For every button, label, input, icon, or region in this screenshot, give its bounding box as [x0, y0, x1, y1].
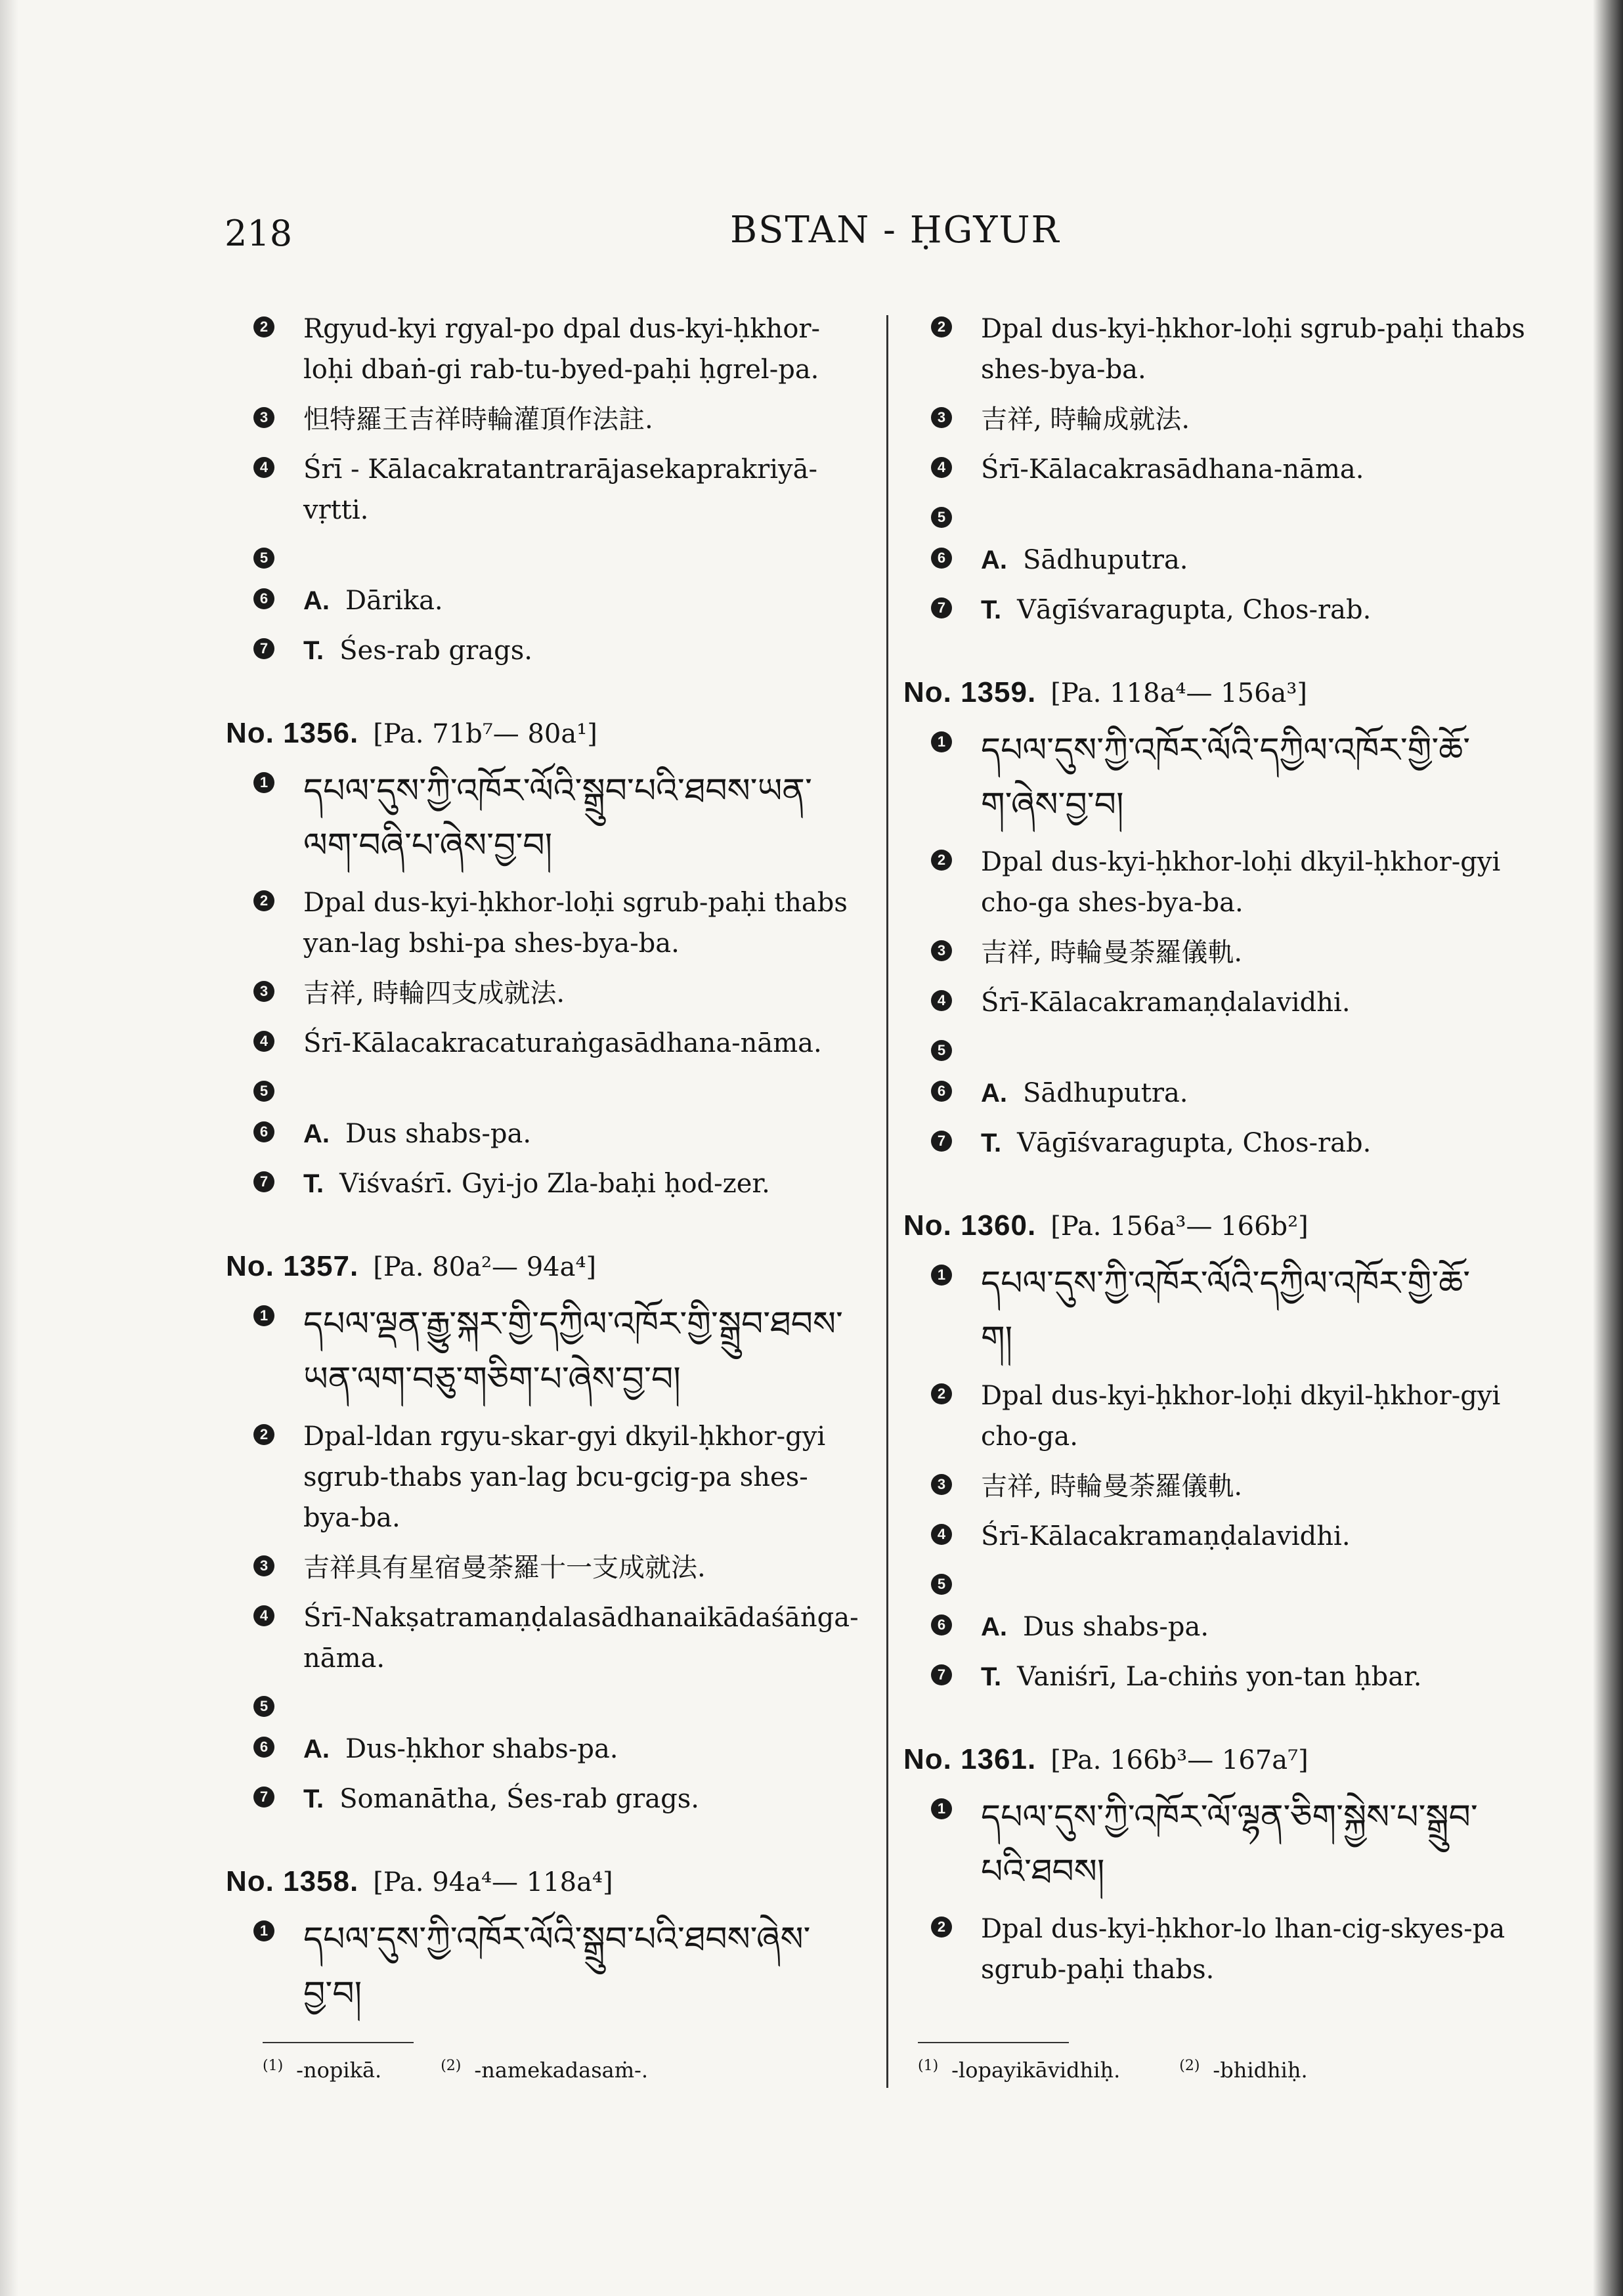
- author-name: Dus shabs-pa.: [1023, 1611, 1209, 1642]
- running-head: [0, 209, 1623, 268]
- tibetan-title: [303, 764, 812, 873]
- author-label: A.: [303, 1734, 330, 1764]
- chinese-title: 怛特羅王吉祥時輪灌頂作法註.: [303, 404, 653, 435]
- text-line: cho-ga.: [981, 1421, 1078, 1452]
- translator-name: Viśvaśrī. Gyi-jo Zla-baḥi ḥod-zer.: [339, 1169, 770, 1200]
- text-line: བྱ་བ།: [303, 1974, 362, 2014]
- header-title: BSTAN - ḤGYUR: [730, 209, 1060, 251]
- marker-1-icon: 1: [931, 1265, 952, 1286]
- text-line: Dpal dus-kyi-ḥkhor-loḥi sgrub-paḥi thabs: [981, 314, 1525, 344]
- entry-1356: [223, 717, 873, 1204]
- entry-header: [226, 1865, 873, 1898]
- marker-3-icon: 3: [931, 1474, 952, 1495]
- text-line: ག།: [981, 1318, 1013, 1358]
- footnote-rule: [918, 2042, 1069, 2043]
- entry-number: No. 1357.: [226, 1250, 359, 1283]
- author: [981, 540, 1188, 580]
- marker-6-icon: 6: [253, 1737, 274, 1758]
- field-7: [901, 590, 1551, 630]
- marker-7-icon: 7: [931, 597, 952, 618]
- field-3: [223, 973, 873, 1014]
- sanskrit-title: [303, 449, 817, 531]
- text-line: ག་ཞེས་བྱ་བ།: [981, 785, 1124, 825]
- entry-number: No. 1356.: [226, 717, 359, 749]
- sanskrit-title: Śrī-Kālacakramaṇḍalavidhi.: [981, 987, 1351, 1018]
- marker-1-icon: 1: [931, 1798, 952, 1819]
- marker-3-icon: 3: [931, 940, 952, 961]
- text-line: དཔལ་དུས་ཀྱི་འཁོར་ལོ་ལྷན་ཅིག་སྐྱེས་པ་སྒྲུབ་: [981, 1797, 1478, 1837]
- text-line: vṛtti.: [303, 495, 369, 525]
- author-name: Dus shabs-pa.: [345, 1119, 532, 1150]
- field-2: [901, 842, 1551, 923]
- chinese-title: 吉祥, 時輪曼荼羅儀軌.: [981, 1471, 1243, 1502]
- field-3: [901, 1466, 1551, 1507]
- field-3: [901, 399, 1551, 440]
- entry-reference: [Pa. 80a²— 94a⁴]: [373, 1252, 597, 1283]
- text-line: Dpal dus-kyi-ḥkhor-loḥi dkyil-ḥkhor-gyi: [981, 847, 1501, 878]
- field-2: [223, 1416, 873, 1538]
- text-line: Rgyud-kyi rgyal-po dpal dus-kyi-ḥkhor-: [303, 314, 821, 344]
- field-4: [901, 1516, 1551, 1557]
- translator-name: Vaniśrī, La-chiṅs yon-tan ḥbar.: [1017, 1661, 1422, 1692]
- footnote-number: (2): [1179, 2058, 1200, 2074]
- sanskrit-title: [303, 1597, 859, 1679]
- transliteration: [303, 882, 848, 964]
- field-6: [901, 540, 1551, 580]
- footnote-row: [918, 2058, 1308, 2083]
- transliteration: [981, 1909, 1505, 1990]
- field-5: [901, 1566, 1551, 1597]
- text-line: yan-lag bshi-pa shes-bya-ba.: [303, 928, 680, 959]
- marker-5-icon: 5: [253, 1696, 274, 1717]
- field-5: [223, 540, 873, 571]
- marker-2-icon: 2: [931, 316, 952, 337]
- text-line: དཔལ་ལྡན་རྒྱུ་སྐར་གྱི་དཀྱིལ་འཁོར་གྱི་སྒྲུབ་ཐབས་: [303, 1305, 843, 1345]
- field-2: [223, 309, 873, 390]
- field-1: [901, 724, 1551, 833]
- author-label: A.: [303, 586, 330, 615]
- entry-header: [903, 676, 1551, 709]
- marker-6-icon: 6: [931, 1614, 952, 1635]
- field-4: [901, 982, 1551, 1023]
- author: [303, 1729, 618, 1769]
- sanskrit-title: Śrī-Kālacakramaṇḍalavidhi.: [981, 1521, 1351, 1551]
- text-line: sgrub-thabs yan-lag bcu-gcig-pa shes-: [303, 1462, 808, 1492]
- footnote-1: [263, 2058, 381, 2083]
- text-line: ལག་བཞི་པ་ཞེས་བྱ་བ།: [303, 826, 553, 866]
- text-line: Śrī-Nakṣatramaṇḍalasādhanaikādaśāṅga-: [303, 1602, 859, 1633]
- column-divider: [886, 315, 888, 2088]
- text-line: Śrī - Kālacakratantrarājasekaprakriyā-: [303, 454, 818, 485]
- entry-1361: [901, 1743, 1551, 1990]
- entry-1357: [223, 1250, 873, 1819]
- transliteration: [981, 842, 1500, 923]
- text-line: དཔལ་དུས་ཀྱི་འཁོར་ལོའི་སྒྲུབ་པའི་ཐབས་ཡན་: [303, 771, 812, 811]
- translator-name: Śes-rab grags.: [339, 636, 532, 666]
- entry-reference: [Pa. 71b⁷— 80a¹]: [373, 719, 597, 749]
- marker-5-icon: 5: [931, 1040, 952, 1061]
- marker-7-icon: 7: [253, 1787, 274, 1808]
- footnote-2: [1179, 2058, 1307, 2083]
- tibetan-title: [981, 1790, 1478, 1899]
- author: [981, 1607, 1209, 1647]
- author: [303, 580, 443, 621]
- transliteration: [981, 1375, 1500, 1457]
- translator: [981, 590, 1371, 630]
- text-line: shes-bya-ba.: [981, 355, 1146, 385]
- text-line: Dpal dus-kyi-ḥkhor-loḥi sgrub-paḥi thabs: [303, 888, 848, 919]
- text-line: cho-ga shes-bya-ba.: [981, 888, 1244, 919]
- text-line: nāma.: [303, 1643, 385, 1674]
- field-3: [223, 1548, 873, 1588]
- translator: [303, 630, 532, 671]
- field-3: [223, 399, 873, 440]
- footnote-text: -bhidhiḥ.: [1213, 2058, 1308, 2083]
- footnotes-left: [263, 2042, 648, 2083]
- entry-1360: [901, 1209, 1551, 1697]
- entry-continuation-right: [901, 309, 1551, 630]
- author-label: A.: [981, 546, 1007, 574]
- marker-7-icon: 7: [253, 638, 274, 659]
- text-line: sgrub-paḥi thabs.: [981, 1955, 1215, 1985]
- translator-name: Vāgīśvaragupta, Chos-rab.: [1017, 595, 1372, 625]
- entry-number: No. 1361.: [903, 1743, 1037, 1775]
- text-line: Dpal dus-kyi-ḥkhor-loḥi dkyil-ḥkhor-gyi: [981, 1380, 1501, 1411]
- sanskrit-title: Śrī-Kālacakrasādhana-nāma.: [981, 454, 1364, 485]
- marker-1-icon: 1: [253, 772, 274, 793]
- transliteration: [303, 1416, 825, 1538]
- footnote-text: -nopikā.: [296, 2058, 382, 2083]
- field-2: [901, 1375, 1551, 1457]
- field-2: [901, 309, 1551, 390]
- footnote-text: -lopayikāvidhiḥ.: [951, 2058, 1121, 2083]
- field-4: [223, 1023, 873, 1064]
- left-column: [223, 309, 873, 2068]
- marker-1-icon: 1: [253, 1920, 274, 1941]
- marker-2-icon: 2: [931, 850, 952, 871]
- footnote-1: [918, 2058, 1120, 2083]
- field-1: [901, 1257, 1551, 1366]
- translator: [981, 1123, 1371, 1163]
- marker-5-icon: 5: [253, 548, 274, 569]
- chinese-title: 吉祥, 時輪曼荼羅儀軌.: [981, 938, 1243, 968]
- marker-4-icon: 4: [253, 1031, 274, 1052]
- chinese-title: 吉祥具有星宿曼荼羅十一支成就法.: [303, 1552, 706, 1583]
- marker-6-icon: 6: [931, 548, 952, 569]
- marker-6-icon: 6: [253, 588, 274, 609]
- field-1: [223, 1297, 873, 1406]
- footnote-number: (1): [263, 2058, 284, 2074]
- footnote-row: [263, 2058, 648, 2083]
- author: [303, 1114, 531, 1154]
- field-7: [223, 1163, 873, 1204]
- translator-name: Somanātha, Śes-rab grags.: [339, 1783, 699, 1814]
- text-line: ཡན་ལག་བཅུ་གཅིག་པ་ཞེས་བྱ་བ།: [303, 1359, 681, 1399]
- tibetan-title: [981, 724, 1470, 833]
- page-number: 218: [225, 213, 293, 254]
- entry-reference: [Pa. 118a⁴— 156a³]: [1050, 678, 1307, 708]
- field-4: [223, 1597, 873, 1679]
- field-6: [901, 1607, 1551, 1647]
- marker-6-icon: 6: [253, 1121, 274, 1142]
- translator-label: T.: [303, 636, 324, 665]
- author-label: A.: [303, 1119, 330, 1149]
- entry-number: No. 1359.: [903, 676, 1037, 708]
- entry-header: [903, 1209, 1551, 1242]
- entry-continuation-left: [223, 309, 873, 671]
- entry-header: [226, 1250, 873, 1283]
- translator-label: T.: [303, 1169, 324, 1199]
- translator: [303, 1163, 770, 1204]
- field-text: [303, 309, 820, 390]
- marker-3-icon: 3: [931, 407, 952, 428]
- page-binding-shadow: [1593, 0, 1623, 2296]
- field-7: [901, 1123, 1551, 1163]
- field-7: [223, 630, 873, 671]
- footnote-number: (1): [918, 2058, 939, 2074]
- marker-2-icon: 2: [253, 1424, 274, 1445]
- footnote-number: (2): [441, 2058, 462, 2074]
- entry-header: [903, 1743, 1551, 1776]
- marker-5-icon: 5: [931, 507, 952, 528]
- author-label: A.: [981, 1612, 1007, 1641]
- marker-2-icon: 2: [931, 1383, 952, 1404]
- marker-7-icon: 7: [931, 1131, 952, 1152]
- field-1: [223, 1913, 873, 2022]
- text-line: loḥi dbaṅ-gi rab-tu-byed-paḥi ḥgrel-pa.: [303, 355, 819, 385]
- translator: [303, 1779, 699, 1819]
- sanskrit-title: Śrī-Kālacakracaturaṅgasādhana-nāma.: [303, 1028, 822, 1059]
- author-name: Dārika.: [345, 586, 443, 616]
- field-1: [901, 1790, 1551, 1899]
- marker-2-icon: 2: [253, 316, 274, 337]
- text-line: Dpal-ldan rgyu-skar-gyi dkyil-ḥkhor-gyi: [303, 1421, 826, 1452]
- marker-3-icon: 3: [253, 1555, 274, 1576]
- tibetan-title: [981, 1257, 1470, 1366]
- translator-label: T.: [981, 1662, 1002, 1691]
- translator-label: T.: [303, 1784, 324, 1813]
- field-7: [223, 1779, 873, 1819]
- field-4: [223, 449, 873, 531]
- translator-label: T.: [981, 596, 1002, 624]
- marker-4-icon: 4: [253, 1605, 274, 1626]
- chinese-title: 吉祥, 時輪四支成就法.: [303, 978, 565, 1009]
- page-shadow-left: [0, 0, 18, 2296]
- marker-1-icon: 1: [931, 731, 952, 752]
- author-name: Sādhuputra.: [1023, 1078, 1188, 1109]
- entry-1358: [223, 1865, 873, 2022]
- marker-5-icon: 5: [253, 1081, 274, 1102]
- translator-label: T.: [981, 1129, 1002, 1158]
- translator-name: Vāgīśvaragupta, Chos-rab.: [1017, 1128, 1372, 1159]
- field-7: [901, 1657, 1551, 1697]
- marker-2-icon: 2: [253, 890, 274, 911]
- field-5: [223, 1688, 873, 1720]
- entry-number: No. 1358.: [226, 1865, 359, 1897]
- author-label: A.: [981, 1079, 1007, 1108]
- footnote-2: [441, 2058, 648, 2083]
- marker-3-icon: 3: [253, 407, 274, 428]
- right-column: [901, 309, 1551, 2036]
- text-line: དཔལ་དུས་ཀྱི་འཁོར་ལོའི་སྒྲུབ་པའི་ཐབས་ཞེས་: [303, 1919, 811, 1959]
- entry-reference: [Pa. 156a³— 166b²]: [1050, 1211, 1309, 1242]
- author-name: Sādhuputra.: [1023, 545, 1188, 575]
- field-4: [901, 449, 1551, 490]
- tibetan-title: [303, 1913, 810, 2022]
- field-6: [223, 1114, 873, 1154]
- entry-header: [226, 717, 873, 750]
- footnote-text: -namekadasaṁ-.: [474, 2058, 649, 2083]
- marker-5-icon: 5: [931, 1574, 952, 1595]
- text-line: དཔལ་དུས་ཀྱི་འཁོར་ལོའི་དཀྱིལ་འཁོར་གྱི་ཆོ་: [981, 1264, 1471, 1304]
- field-3: [901, 932, 1551, 973]
- chinese-title: 吉祥, 時輪成就法.: [981, 404, 1190, 435]
- marker-3-icon: 3: [253, 981, 274, 1002]
- marker-4-icon: 4: [931, 457, 952, 478]
- marker-7-icon: 7: [931, 1664, 952, 1685]
- transliteration: [981, 309, 1525, 390]
- text-line: bya-ba.: [303, 1502, 400, 1533]
- entry-reference: [Pa. 166b³— 167a⁷]: [1050, 1744, 1309, 1775]
- footnote-rule: [263, 2042, 414, 2043]
- footnotes-right: [918, 2042, 1308, 2083]
- field-6: [901, 1073, 1551, 1114]
- field-6: [223, 580, 873, 621]
- field-6: [223, 1729, 873, 1769]
- field-1: [223, 764, 873, 873]
- entry-1359: [901, 676, 1551, 1163]
- marker-4-icon: 4: [931, 1524, 952, 1545]
- field-2: [901, 1909, 1551, 1990]
- author-name: Dus-ḥkhor shabs-pa.: [345, 1733, 618, 1764]
- field-5: [901, 1032, 1551, 1064]
- marker-6-icon: 6: [931, 1081, 952, 1102]
- field-5: [223, 1073, 873, 1104]
- translator: [981, 1657, 1422, 1697]
- text-line: དཔལ་དུས་ཀྱི་འཁོར་ལོའི་དཀྱིལ་འཁོར་གྱི་ཆོ་: [981, 731, 1471, 770]
- text-line: པའི་ཐབས།: [981, 1852, 1105, 1892]
- marker-4-icon: 4: [253, 457, 274, 478]
- entry-reference: [Pa. 94a⁴— 118a⁴]: [373, 1867, 613, 1897]
- field-2: [223, 882, 873, 964]
- text-line: Dpal dus-kyi-ḥkhor-lo lhan-cig-skyes-pa: [981, 1914, 1505, 1945]
- field-5: [901, 499, 1551, 531]
- marker-4-icon: 4: [931, 990, 952, 1011]
- tibetan-title: [303, 1297, 843, 1406]
- marker-1-icon: 1: [253, 1305, 274, 1326]
- author: [981, 1073, 1188, 1114]
- marker-2-icon: 2: [931, 1917, 952, 1938]
- entry-number: No. 1360.: [903, 1209, 1037, 1242]
- marker-7-icon: 7: [253, 1171, 274, 1192]
